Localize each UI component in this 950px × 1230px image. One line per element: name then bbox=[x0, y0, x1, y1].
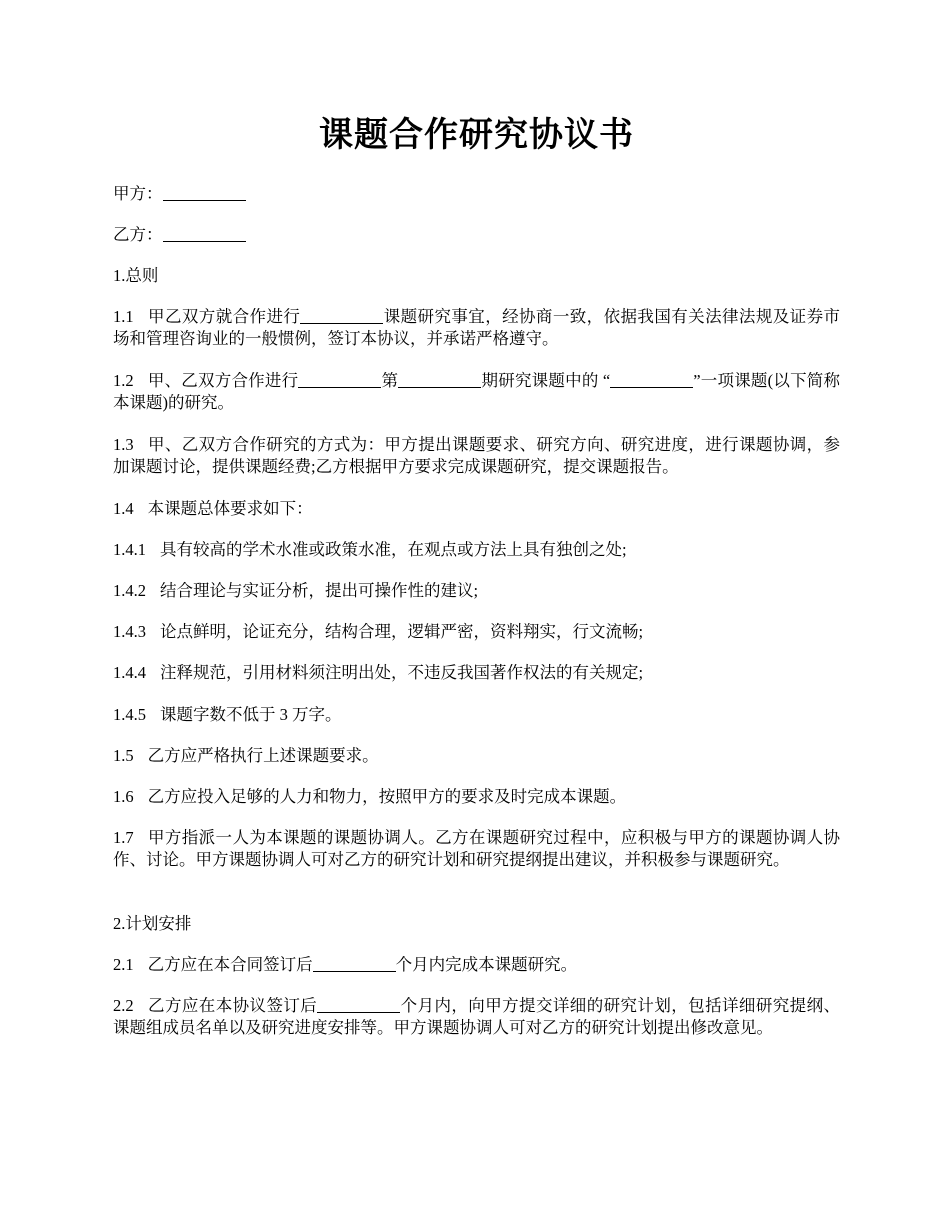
clause-1-4-1 bbox=[113, 539, 840, 561]
clause-2-2 bbox=[113, 995, 840, 1039]
clause-1-6 bbox=[113, 786, 840, 808]
clause-2-1 bbox=[113, 954, 840, 976]
clause-number: 1.4 bbox=[113, 499, 134, 518]
clause-text: 甲、乙双方合作进行 bbox=[147, 371, 299, 390]
clause-text: 甲、乙双方合作研究的方式为：甲方提出课题要求、研究方向、研究进度，进行课题协调，参加课题讨论，提供课题经费;乙方根据甲方要求完成课题研究，提交课题报告。 bbox=[113, 435, 840, 476]
blank-line bbox=[398, 371, 481, 388]
document-title: 课题合作研究协议书 bbox=[319, 117, 634, 154]
clause-text: 乙方应在本合同签订后 bbox=[147, 955, 313, 974]
party-b-label: 乙方： bbox=[113, 225, 163, 244]
clause-number: 1.5 bbox=[113, 746, 134, 765]
blank-line bbox=[317, 996, 400, 1013]
clause-text: 论点鲜明，论证充分，结构合理，逻辑严密，资料翔实，行文流畅; bbox=[160, 622, 644, 641]
clause-1-7 bbox=[113, 827, 840, 871]
clause-1-4-3 bbox=[113, 621, 840, 643]
clause-text: 本课题总体要求如下： bbox=[147, 499, 313, 518]
clause-text: 个月内完成本课题研究。 bbox=[395, 955, 578, 974]
clause-number: 1.4.3 bbox=[113, 622, 146, 641]
blank-line bbox=[298, 371, 381, 388]
clause-text: 课题研究事宜，经协商一致，依据我国有关法律法规及证券市场和管理咨询业的一般惯例，签订本协议，并承诺严格遵守。 bbox=[113, 307, 841, 348]
clause-number: 1.4.1 bbox=[113, 540, 146, 559]
party-b-line bbox=[113, 224, 840, 246]
clause-number: 1.3 bbox=[113, 435, 134, 454]
blank-line bbox=[163, 225, 246, 242]
clause-text: 乙方应投入足够的人力和物力，按照甲方的要求及时完成本课题。 bbox=[147, 787, 627, 806]
clause-number: 2.1 bbox=[113, 955, 134, 974]
clause-text: 第 bbox=[381, 371, 399, 390]
section-1-heading: 1.总则 bbox=[113, 266, 159, 285]
clause-1-4 bbox=[113, 498, 840, 520]
clause-number: 1.4.2 bbox=[113, 581, 146, 600]
blank-line bbox=[300, 307, 383, 324]
blank-line bbox=[313, 955, 396, 972]
clause-number: 2.2 bbox=[113, 996, 134, 1015]
clause-text: ”一项课题(以下简称本课题)的研究。 bbox=[113, 371, 841, 412]
clause-1-3 bbox=[113, 434, 840, 478]
party-a-line bbox=[113, 183, 840, 205]
clause-text: 乙方应在本协议签订后 bbox=[147, 996, 318, 1015]
clause-1-5 bbox=[113, 745, 840, 767]
party-a-label: 甲方： bbox=[113, 184, 163, 203]
clause-1-4-4 bbox=[113, 662, 840, 684]
clause-1-4-2 bbox=[113, 580, 840, 602]
clause-number: 1.4.5 bbox=[113, 705, 146, 724]
clause-number: 1.6 bbox=[113, 787, 134, 806]
clause-text: 甲方指派一人为本课题的课题协调人。乙方在课题研究过程中，应积极与甲方的课题协调人协作、讨论。甲方课题协调人可对乙方的研究计划和研究提纲提出建议，并积极参与课题研究。 bbox=[113, 828, 840, 869]
clause-text: 期研究课题中的 “ bbox=[481, 371, 611, 390]
clause-text: 注释规范，引用材料须注明出处，不违反我国著作权法的有关规定; bbox=[160, 663, 644, 682]
clause-text: 个月内，向甲方提交详细的研究计划，包括详细研究提纲、课题组成员名单以及研究进度安排等。甲方课题协调人可对乙方的研究计划提出修改意见。 bbox=[113, 996, 841, 1037]
clause-1-2 bbox=[113, 370, 840, 414]
clause-number: 1.4.4 bbox=[113, 663, 146, 682]
clause-text: 具有较高的学术水准或政策水准，在观点或方法上具有独创之处; bbox=[160, 540, 627, 559]
clause-number: 1.1 bbox=[113, 307, 134, 326]
clause-number: 1.2 bbox=[113, 371, 134, 390]
clause-text: 结合理论与实证分析，提出可操作性的建议; bbox=[160, 581, 479, 600]
blank-line bbox=[610, 371, 693, 388]
clause-text: 甲乙双方就合作进行 bbox=[147, 307, 301, 326]
clause-1-4-5 bbox=[113, 704, 840, 726]
clause-number: 1.7 bbox=[113, 828, 134, 847]
blank-line bbox=[163, 184, 246, 201]
clause-text: 课题字数不低于 3 万字。 bbox=[160, 705, 342, 724]
clause-text: 乙方应严格执行上述课题要求。 bbox=[147, 746, 379, 765]
section-2-heading: 2.计划安排 bbox=[113, 914, 192, 933]
clause-1-1 bbox=[113, 306, 840, 350]
